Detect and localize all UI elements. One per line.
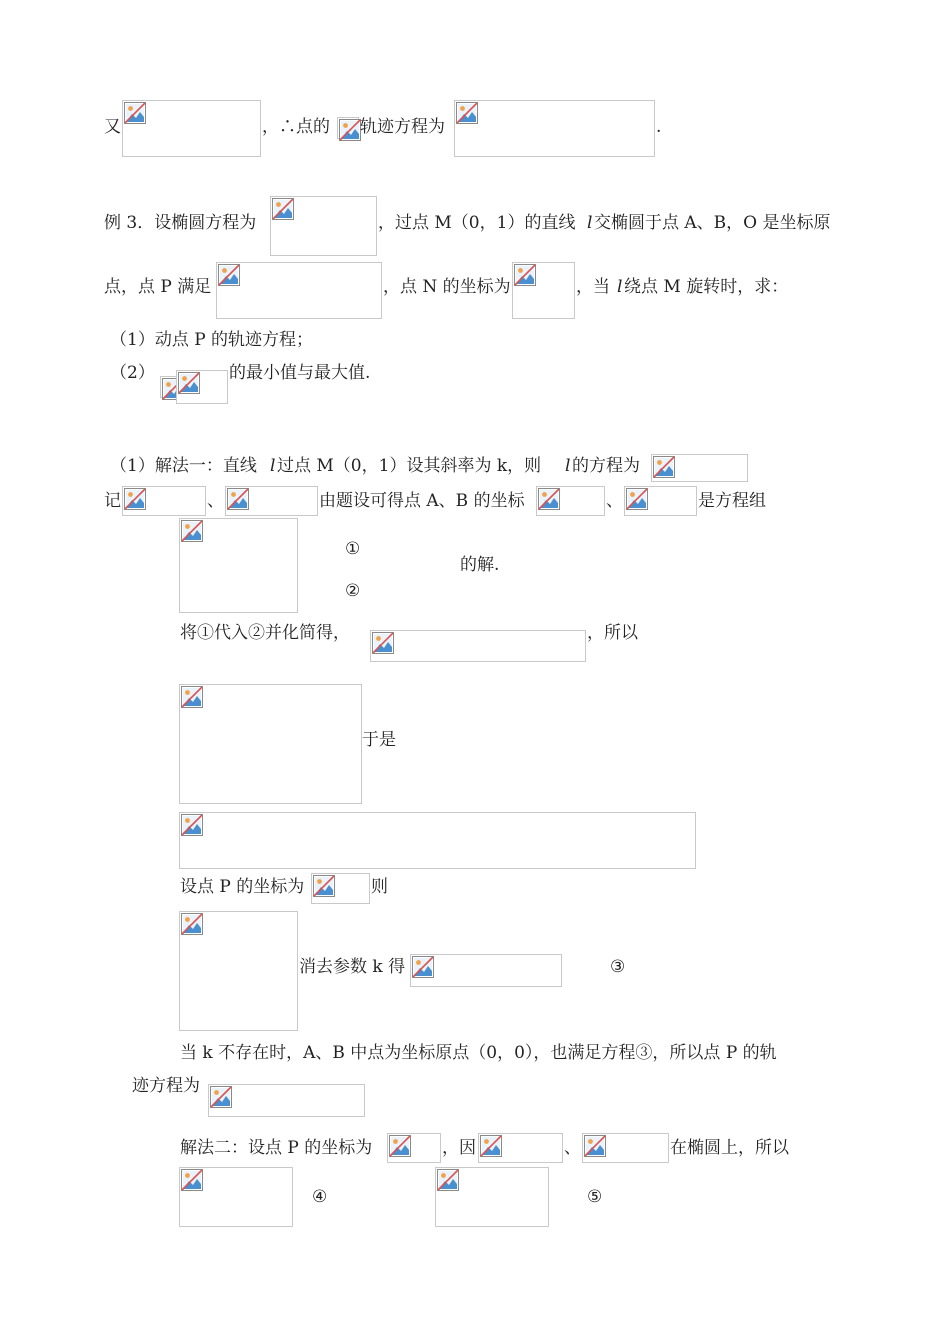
- broken-image-icon: [389, 1135, 411, 1157]
- broken-image-icon: [181, 814, 203, 836]
- formula-image: [179, 812, 696, 869]
- broken-image-icon: [456, 102, 478, 124]
- method2-sep: 、: [564, 1138, 581, 1158]
- broken-image-icon: [584, 1135, 606, 1157]
- formula-image: [122, 486, 206, 516]
- formula-image: [582, 1133, 669, 1163]
- equation-marker-4: ④: [312, 1187, 328, 1207]
- formula-image: [225, 486, 318, 516]
- broken-image-icon: [124, 488, 146, 510]
- solution-line4a: 设点 P 的坐标为: [180, 877, 305, 897]
- method2-line1b: ，因: [442, 1138, 476, 1158]
- broken-image-icon: [313, 875, 335, 897]
- broken-image-icon: [653, 456, 675, 478]
- formula-image: [179, 911, 298, 1031]
- broken-image-icon: [626, 488, 648, 510]
- solution-line1c: 的方程为: [572, 456, 640, 476]
- formula-image: [122, 100, 261, 157]
- broken-image-icon: [124, 102, 146, 124]
- formula-image: [337, 117, 359, 139]
- example3-var-l: l: [587, 213, 593, 233]
- example3-var-l: l: [617, 277, 623, 297]
- equation-marker-5: ⑤: [587, 1187, 603, 1207]
- broken-image-icon: [181, 520, 203, 542]
- text-yushi: 于是: [362, 730, 396, 750]
- formula-image: [387, 1133, 441, 1163]
- question-2-label: （2）: [110, 363, 155, 383]
- solution-line6a: 当 k 不存在时，A、B 中点为坐标原点（0，0），也满足方程③，所以点 P 的轨: [180, 1043, 777, 1063]
- equation-marker-2: ②: [345, 581, 361, 601]
- broken-image-icon: [437, 1169, 459, 1191]
- broken-image-icon: [181, 1169, 203, 1191]
- solution-line4b: 则: [371, 877, 388, 897]
- formula-image: [270, 196, 377, 256]
- method2-line1a: 解法二：设点 P 的坐标为: [180, 1138, 373, 1158]
- formula-image: [179, 684, 362, 804]
- formula-image: [536, 486, 605, 516]
- broken-image-icon: [178, 372, 200, 394]
- formula-image: [512, 262, 575, 319]
- broken-image-icon: [480, 1135, 502, 1157]
- broken-image-icon: [227, 488, 249, 510]
- broken-image-icon: [412, 956, 434, 978]
- formula-image: [179, 1167, 293, 1227]
- solution-sep: 、: [606, 491, 623, 511]
- solution-line1a: （1）解法一：直线: [110, 456, 257, 476]
- solution-line3a: 将①代入②并化简得，: [180, 623, 350, 643]
- method2-line1d: 在椭圆上，所以: [670, 1138, 789, 1158]
- question-1: （1）动点 P 的轨迹方程；: [110, 330, 314, 350]
- text-you: 又: [104, 117, 121, 137]
- formula-image: [410, 954, 562, 987]
- formula-image: [311, 873, 370, 904]
- example3-line1c: 交椭圆于点 A、B，O 是坐标原: [594, 213, 831, 233]
- formula-image: [651, 454, 748, 482]
- solution-line2e: 是方程组: [698, 491, 766, 511]
- broken-image-icon: [339, 119, 361, 141]
- solution-line6b: 迹方程为: [132, 1076, 200, 1096]
- example3-line2b: ，点 N 的坐标为: [383, 277, 511, 297]
- formula-image: [478, 1133, 563, 1163]
- example3-line2c: ，当: [576, 277, 610, 297]
- solution-line3b: ，所以: [587, 623, 638, 643]
- broken-image-icon: [538, 488, 560, 510]
- text-period: .: [656, 117, 662, 137]
- broken-image-icon: [218, 264, 240, 286]
- example3-line1a: 例 3．设椭圆方程为: [104, 213, 257, 233]
- formula-image: [216, 262, 382, 319]
- broken-image-icon: [181, 686, 203, 708]
- solution-line1b: 过点 M（0，1）设其斜率为 k，则: [277, 456, 542, 476]
- equation-marker-3: ③: [610, 957, 626, 977]
- question-2-text: 的最小值与最大值.: [229, 363, 371, 383]
- formula-image: [624, 486, 697, 516]
- solution-var-l: l: [270, 456, 276, 476]
- text-therefore-point: ，∴点的: [262, 117, 330, 137]
- text-de-jie: 的解.: [460, 555, 500, 575]
- formula-image: [370, 630, 586, 662]
- solution-var-l: l: [565, 456, 571, 476]
- formula-image: [176, 370, 228, 404]
- example3-line2d: 绕点 M 旋转时，求：: [624, 277, 789, 297]
- formula-image: [435, 1167, 549, 1227]
- broken-image-icon: [181, 913, 203, 935]
- solution-line5a: 消去参数 k 得: [299, 957, 406, 977]
- example3-line2a: 点，点 P 满足: [104, 277, 212, 297]
- solution-line2a: 记: [104, 491, 121, 511]
- formula-image: [179, 518, 298, 613]
- solution-line2c: 由题设可得点 A、B 的坐标: [319, 491, 525, 511]
- text-locus-equation: 轨迹方程为: [360, 117, 445, 137]
- formula-image: [208, 1084, 365, 1117]
- broken-image-icon: [514, 264, 536, 286]
- broken-image-icon: [372, 632, 394, 654]
- formula-image: [454, 100, 655, 157]
- equation-marker-1: ①: [345, 539, 361, 559]
- example3-line1b: ，过点 M（0，1）的直线: [378, 213, 576, 233]
- broken-image-icon: [272, 198, 294, 220]
- broken-image-icon: [210, 1086, 232, 1108]
- solution-sep: 、: [207, 491, 224, 511]
